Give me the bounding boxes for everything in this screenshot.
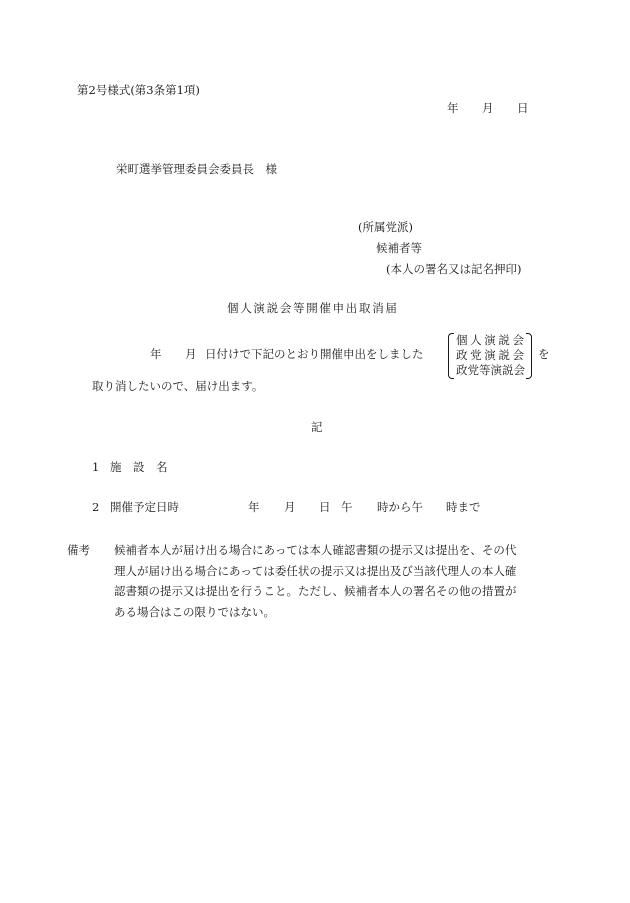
item-number: 2 <box>92 500 100 514</box>
body-sentence: 日付けで下記のとおり開催申出をしました <box>205 347 424 361</box>
body-wo: を <box>538 347 550 361</box>
date-day: 日 <box>517 101 529 115</box>
note-label: 備考 <box>67 543 90 557</box>
body-year: 年 <box>150 347 162 361</box>
datetime-day: 日 <box>319 500 331 514</box>
item-label: 施 設 名 <box>110 460 168 474</box>
date-month: 月 <box>482 101 494 115</box>
datetime-month: 月 <box>284 500 296 514</box>
date-year: 年 <box>447 101 459 115</box>
meeting-type-options <box>448 333 532 377</box>
datetime-year: 年 <box>248 500 260 514</box>
option-seitoto: 政党等演説会 <box>456 363 525 377</box>
right-bracket <box>526 333 532 379</box>
datetime-to: 時まで <box>446 500 481 514</box>
signature-label: (本人の署名又は記名押印) <box>386 262 522 276</box>
form-number: 第2号様式(第3条第1項) <box>77 83 200 97</box>
left-bracket <box>448 333 454 379</box>
body-month: 月 <box>185 347 197 361</box>
option-kojin: 個人演説会 <box>456 333 524 347</box>
document-title: 個人演説会等開催申出取消届 <box>227 301 399 315</box>
item-number: 1 <box>92 460 100 474</box>
body-line2: 取り消したいので、届け出ます。 <box>92 379 264 393</box>
addressee: 栄町選挙管理委員会委員長 様 <box>116 162 277 176</box>
item-label: 開催予定日時 <box>110 500 179 514</box>
datetime-am: 午 <box>341 500 353 514</box>
option-seito: 政党演説会 <box>456 348 524 362</box>
note-text: 候補者本人が届け出る場合にあっては本人確認書類の提示又は提出を、その代理人が届け出る場合にあっては委任状の提示又は提出及び当該代理人の本人確認書類の提示又は提出を行うこと。ただし、候補者本人の署名その他の措置がある場合はこの限りではない。 <box>114 543 517 619</box>
party-label: (所属党派) <box>358 220 413 234</box>
ki-heading: 記 <box>311 420 323 434</box>
datetime-from: 時から午 <box>377 500 423 514</box>
candidate-label: 候補者等 <box>376 241 422 255</box>
